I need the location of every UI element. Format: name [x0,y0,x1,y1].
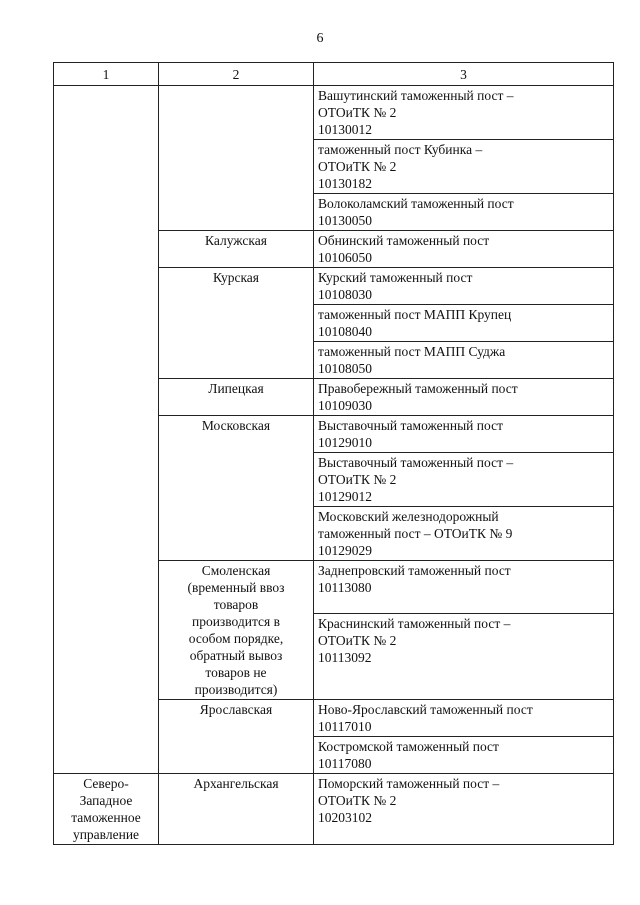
cell-line: таможенный пост МАПП Суджа [318,344,506,359]
region-cell [159,86,314,231]
customs-post-cell [314,305,614,342]
cell-line: Правобережный таможенный пост [318,381,518,396]
cell-line: ОТОиТК № 2 [318,793,397,808]
cell-line: Костромской таможенный пост [318,739,499,754]
cell-line: Выставочный таможенный пост – [318,455,514,470]
table-body [54,86,614,845]
cell-line: ОТОиТК № 2 [318,633,397,649]
cell-line: Архангельская [193,776,279,791]
region-cell [159,700,314,774]
region-cell [159,774,314,845]
cell-line: Смоленская [201,563,271,578]
cell-line: (временный ввоз [187,580,285,595]
customs-post-cell [314,268,614,305]
cell-line: товаров [213,597,259,612]
customs-post-cell [314,614,614,700]
cell-line: 10129029 [318,543,372,558]
customs-post-cell [314,774,614,845]
customs-post-cell [314,416,614,453]
customs-post-cell [314,379,614,416]
cell-line: Ярославская [199,702,273,717]
customs-post-cell [314,453,614,507]
cell-line: Западное [79,793,133,808]
cell-line: Заднепровский таможенный пост [318,563,511,578]
cell-line: ОТОиТК № 2 [318,159,397,174]
cell-line: 10129012 [318,489,372,504]
cell-line: 10130012 [318,122,372,137]
cell-line: 10130182 [318,176,372,191]
region-cell [159,231,314,268]
cell-line: производится) [194,682,278,697]
customs-post-cell [314,561,614,614]
region-cell [159,416,314,561]
customs-department-cell [54,86,159,774]
cell-line: 10117080 [318,756,372,771]
customs-post-cell [314,700,614,737]
cell-line: таможенный пост МАПП Крупец [318,307,512,322]
region-cell [159,379,314,416]
cell-line: Северо- [83,776,129,791]
cell-line: Краснинский таможенный пост – [318,616,511,632]
table-row [54,86,614,140]
cell-line: управление [72,827,140,842]
cell-line: особом порядке, [188,631,284,646]
cell-line: обратный вывоз [189,648,283,663]
customs-post-cell [314,140,614,194]
cell-line: Ново-Ярославский таможенный пост [318,702,533,717]
cell-line: Московский железнодорожный [318,509,499,524]
cell-line: 10106050 [318,250,372,265]
cell-line: Курский таможенный пост [318,270,473,285]
cell-line: таможенный пост – ОТОиТК № 9 [318,526,513,541]
cell-line: Калужская [205,233,267,248]
cell-line: Московская [201,418,271,433]
cell-line: 10109030 [318,398,372,413]
cell-line: 10113092 [318,650,372,666]
cell-line: 10108030 [318,287,372,302]
cell-line: Курская [212,270,260,285]
customs-post-cell [314,737,614,774]
column-header-1: 1 [54,63,159,86]
cell-line: Обнинский таможенный пост [318,233,490,248]
cell-line: 10130050 [318,213,372,228]
region-cell [159,268,314,379]
cell-line: товаров не [205,665,267,680]
customs-post-cell [314,194,614,231]
cell-line: 10108040 [318,324,372,339]
customs-post-cell [314,231,614,268]
cell-line: 10203102 [318,810,372,825]
column-header-3: 3 [314,63,614,86]
customs-post-cell [314,342,614,379]
cell-line: 10108050 [318,361,372,376]
region-cell [159,561,314,700]
cell-line: Липецкая [208,381,264,396]
table-header-row [54,63,614,86]
customs-post-cell [314,507,614,561]
cell-line: ОТОиТК № 2 [318,105,397,120]
cell-line: производится в [191,614,281,629]
cell-line: таможенное [71,810,141,825]
table-row [54,774,614,845]
column-header-2: 2 [159,63,314,86]
page-number: 6 [316,31,324,46]
cell-line: Волоколамский таможенный пост [318,196,514,211]
cell-line: 10117010 [318,719,372,734]
customs-posts-table [53,62,614,845]
cell-line: Поморский таможенный пост – [318,776,500,791]
cell-line: ОТОиТК № 2 [318,472,397,487]
customs-department-cell [54,774,159,845]
cell-line: 10113080 [318,580,372,595]
cell-line: 10129010 [318,435,372,450]
customs-post-cell [314,86,614,140]
cell-line: Вашутинский таможенный пост – [318,88,514,103]
cell-line: Выставочный таможенный пост [318,418,503,433]
cell-line: таможенный пост Кубинка – [318,142,483,157]
